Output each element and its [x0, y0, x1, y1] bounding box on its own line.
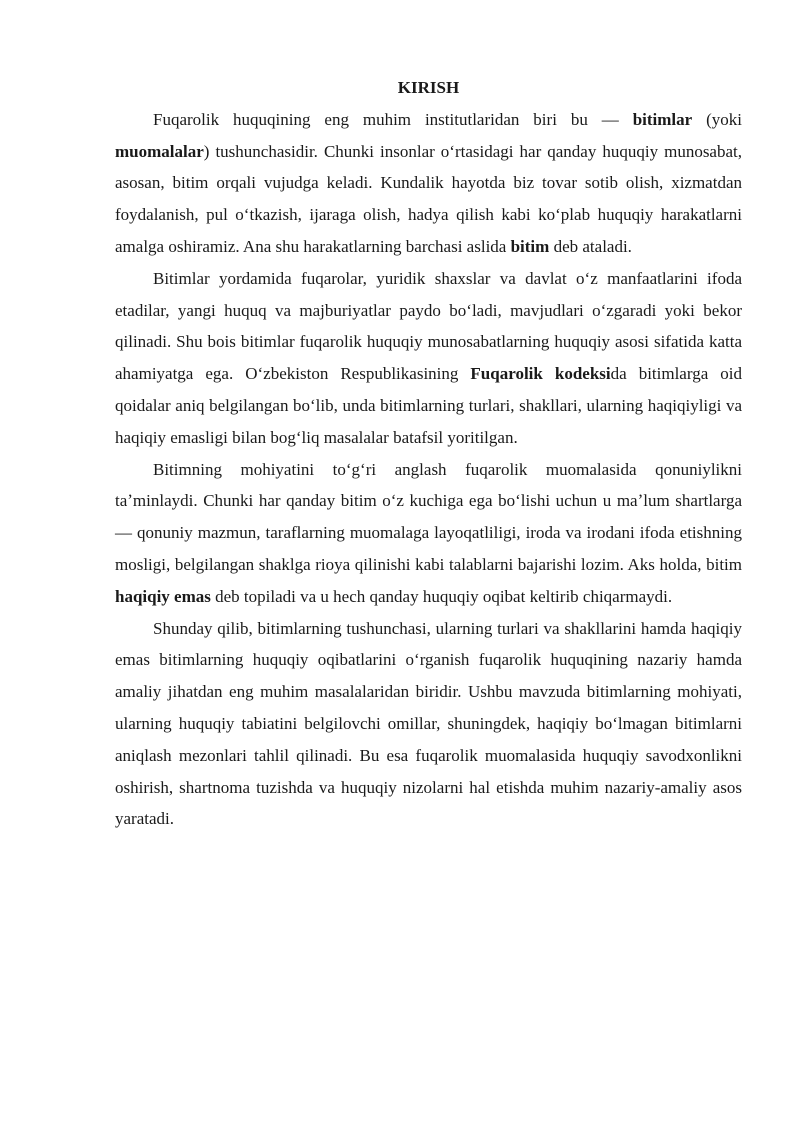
- paragraph: [115, 454, 742, 613]
- text-run: deb ataladi.: [549, 236, 632, 256]
- page-title: KIRISH: [397, 78, 460, 97]
- bold-term: bitim: [510, 236, 550, 256]
- text-run: (yoki: [692, 109, 742, 129]
- paragraph: [115, 104, 742, 263]
- bold-term: Fuqarolik kodeksi: [470, 364, 611, 384]
- text-run: Fuqarolik huquqining eng muhim institutlaridan biri bu —: [153, 109, 633, 129]
- document-page: [115, 72, 742, 835]
- text-run: Bitimlar yordamida fuqarolar, yuridik shaxslar va davlat oʻz manfaatlarini ifoda etadilar, yangi huquq va majburiyatlar paydo boʻladi, mavjudlari oʻzgaradi yoki bekor qilinadi. Shu bois bitimlar fuqarolik huquqiy munosabatlarning huquqiy asosi sifatida katta ahamiyatga ega. Oʻzbekiston Respublikasining: [115, 268, 742, 384]
- paragraph: [115, 613, 742, 836]
- bold-term: bitimlar: [632, 109, 693, 129]
- text-run: Bitimning mohiyatini toʻgʻri anglash fuqarolik muomalasida qonuniylikni taʼminlaydi. Chunki har qanday bitim oʻz kuchiga ega boʻlishi uchun u maʼlum shartlarga — qonuniy mazmun, taraflarning muomalaga layoqatliligi, iroda va irodani ifoda etishning mosligi, belgilangan shaklga rioya qilinishi kabi talablarni bajarishi lozim. Aks holda, bitim: [115, 459, 742, 574]
- bold-term: haqiqiy emas: [115, 586, 211, 606]
- text-run: deb topiladi va u hech qanday huquqiy oqibat keltirib chiqarmaydi.: [210, 586, 673, 606]
- bold-term: muomalalar: [115, 141, 204, 161]
- text-run: ) tushunchasidir. Chunki insonlar oʻrtasidagi har qanday huquqiy munosabat, asosan, bitim orqali vujudga keladi. Kundalik hayotda biz tovar sotib olish, xizmatdan foydalanish, pul oʻtkazish, ijaraga olish, hadya qilish kabi koʻplab huquqiy harakatlarni amalga oshiramiz. Ana shu harakatlarning barchasi aslida: [115, 141, 742, 256]
- paragraph: [115, 263, 742, 454]
- text-run: Shunday qilib, bitimlarning tushunchasi, ularning turlari va shakllarini hamda haqiqiy emas bitimlarning huquqiy oqibatlarini oʻrganish fuqarolik huquqining nazariy hamda amaliy jihatdan eng muhim masalalaridan biridir. Ushbu mavzuda bitimlarning mohiyati, ularning huquqiy tabiatini belgilovchi omillar, shuningdek, haqiqiy boʻlmagan bitimlarni aniqlash mezonlari tahlil qilinadi. Bu esa fuqarolik muomalasida huquqiy savodxonlikni oshirish, shartnoma tuzishda va huquqiy nizolarni hal etishda muhim nazariy-amaliy asos yaratadi.: [115, 618, 742, 829]
- text-run: da bitimlarga oid qoidalar aniq belgilangan boʻlib, unda bitimlarning turlari, shakllari, ularning haqiqiyligi va haqiqiy emasligi bilan bogʻliq masalalar batafsil yoritilgan.: [115, 364, 742, 447]
- document-body: [115, 104, 742, 835]
